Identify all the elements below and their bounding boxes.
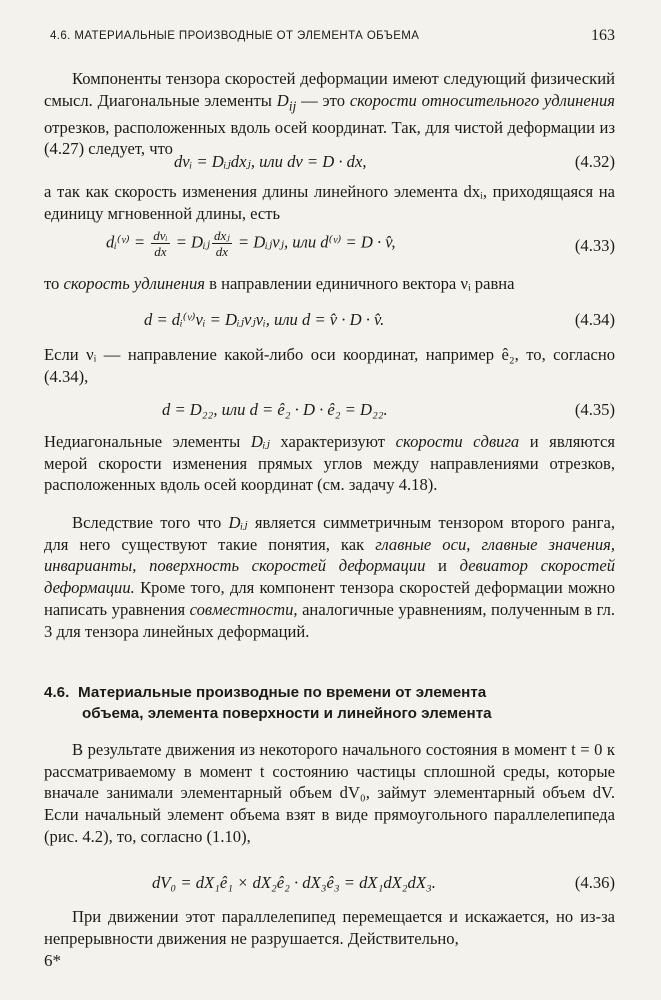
fraction-denominator: dx bbox=[154, 244, 167, 259]
emphasis-term: скорость удлинения bbox=[63, 274, 206, 293]
math-subscript: ij bbox=[288, 98, 297, 114]
text-span: и являются мерой скорости изменения прямых углов между направлениями отрезков, расположенных вдоль осей координат (см. задачу 4.18). bbox=[44, 432, 615, 495]
paragraph-8: При движении этот параллелепипед перемещается и искажается, но из-за непрерывности движения не разрушается. Действительно, bbox=[44, 907, 615, 948]
emphasis-term: скорости сдвига bbox=[395, 432, 520, 451]
equation-formula: dvᵢ = Dᵢⱼdxⱼ, или dv = D · dx, bbox=[174, 152, 367, 171]
equation-4-36 bbox=[44, 873, 615, 903]
equation-number: (4.32) bbox=[574, 152, 615, 171]
emphasis-term: скорости относительного удлинения bbox=[349, 90, 616, 110]
paragraph-2: а так как скорость изменения длины линейного элемента dxᵢ, приходящаяся на единицу мгновенной длины, есть bbox=[44, 182, 615, 223]
equation-part: dᵢ⁽ᵛ⁾ = bbox=[106, 232, 150, 252]
fraction-numerator: dxⱼ bbox=[214, 228, 230, 243]
section-heading bbox=[44, 682, 615, 724]
paragraph-4: Если νᵢ — направление какой-либо оси координат, например ê₂, то, согласно (4.34), bbox=[44, 345, 615, 386]
equation-number: (4.34) bbox=[574, 310, 615, 329]
text-span: в направлении единичного вектора νᵢ равна bbox=[205, 274, 515, 293]
section-title-line: объема, элемента поверхности и линейного элемента bbox=[82, 705, 492, 722]
equation-4-33 bbox=[44, 228, 615, 268]
section-number: 4.6. bbox=[44, 684, 70, 701]
section-title-line: Материальные производные по времени от элемента bbox=[78, 684, 487, 701]
text-span: Кроме того, для компонент тензора скоростей деформации можно написать уравнения bbox=[44, 578, 615, 619]
running-title: 4.6. МАТЕРИАЛЬНЫЕ ПРОИЗВОДНЫЕ ОТ ЭЛЕМЕНТА ОБЪЕМА bbox=[50, 30, 420, 42]
text-span: характеризуют bbox=[269, 432, 396, 451]
paragraph-1 bbox=[44, 68, 615, 160]
equation-formula: d = D₂₂, или d = ê₂ · D · ê₂ = D₂₂. bbox=[162, 400, 388, 419]
fraction-denominator: dx bbox=[215, 244, 229, 259]
fraction-numerator: dvᵢ bbox=[153, 228, 168, 243]
equation-number: (4.35) bbox=[574, 400, 615, 419]
running-header bbox=[50, 27, 615, 44]
text-span: то bbox=[44, 274, 64, 293]
equation-4-35 bbox=[44, 400, 615, 430]
page-number: 163 bbox=[591, 27, 615, 44]
text-span: является симметричным тензором второго ранга, для него существуют такие понятия, как bbox=[44, 513, 615, 554]
emphasis-term: девиатор скоростей деформации. bbox=[44, 556, 615, 598]
text-span: — это bbox=[296, 90, 350, 110]
text-span: Компоненты тензора скоростей деформации имеют следующий физический смысл. Диагональные элементы bbox=[44, 69, 615, 110]
fraction bbox=[151, 228, 169, 259]
equation-4-32 bbox=[44, 152, 615, 182]
equation-formula: d = dᵢ⁽ᵛ⁾νᵢ = Dᵢⱼνⱼνᵢ, или d = v̂ · D · v̂. bbox=[144, 310, 385, 329]
math-symbol: Dᵢⱼ bbox=[250, 432, 270, 451]
emphasis-term: совместности, bbox=[189, 599, 298, 619]
paragraph-3 bbox=[44, 273, 615, 295]
equation-4-34 bbox=[44, 310, 615, 340]
text-span: аналогичные уравнениям, полученным в гл. 3 для тензора линейных деформаций. bbox=[44, 599, 616, 641]
text-span: отрезков, расположенных вдоль осей координат. Так, для чистой деформации из (4.27) следует, что bbox=[44, 117, 615, 159]
fraction bbox=[212, 228, 232, 259]
equation-number: (4.33) bbox=[574, 236, 615, 255]
text-span: Недиагональные элементы bbox=[44, 432, 251, 451]
text-span: и bbox=[425, 556, 460, 576]
equation-number: (4.36) bbox=[574, 873, 615, 892]
paragraph-7: В результате движения из некоторого начального состояния в момент t = 0 к рассматриваемому в момент t состоянию частицы сплошной среды, которые вначале занимали элементарный объем dV₀, займут элементарный объем dV. Если начальный элемент объема взят в виде прямоугольного параллелепипеда (рис. 4.2), то, согласно (1.10), bbox=[44, 740, 615, 846]
paragraph-6 bbox=[44, 512, 615, 642]
equation-formula: dV₀ = dX₁ê₁ × dX₂ê₂ · dX₃ê₃ = dX₁dX₂dX₃. bbox=[152, 873, 436, 892]
paragraph-5 bbox=[44, 431, 615, 496]
text-span: Вследствие того что bbox=[72, 513, 229, 532]
printer-signature: 6* bbox=[44, 951, 61, 970]
math-symbol: Dᵢⱼ bbox=[228, 513, 248, 532]
equation-part: = Dᵢⱼνⱼ, или d⁽ᵛ⁾ = D · v̂, bbox=[233, 232, 396, 252]
math-symbol: D bbox=[276, 90, 289, 110]
emphasis-term: главные оси, главные значения, инварианты, поверхность скоростей деформации bbox=[44, 534, 615, 576]
equation-part: = Dᵢⱼ bbox=[171, 232, 211, 252]
